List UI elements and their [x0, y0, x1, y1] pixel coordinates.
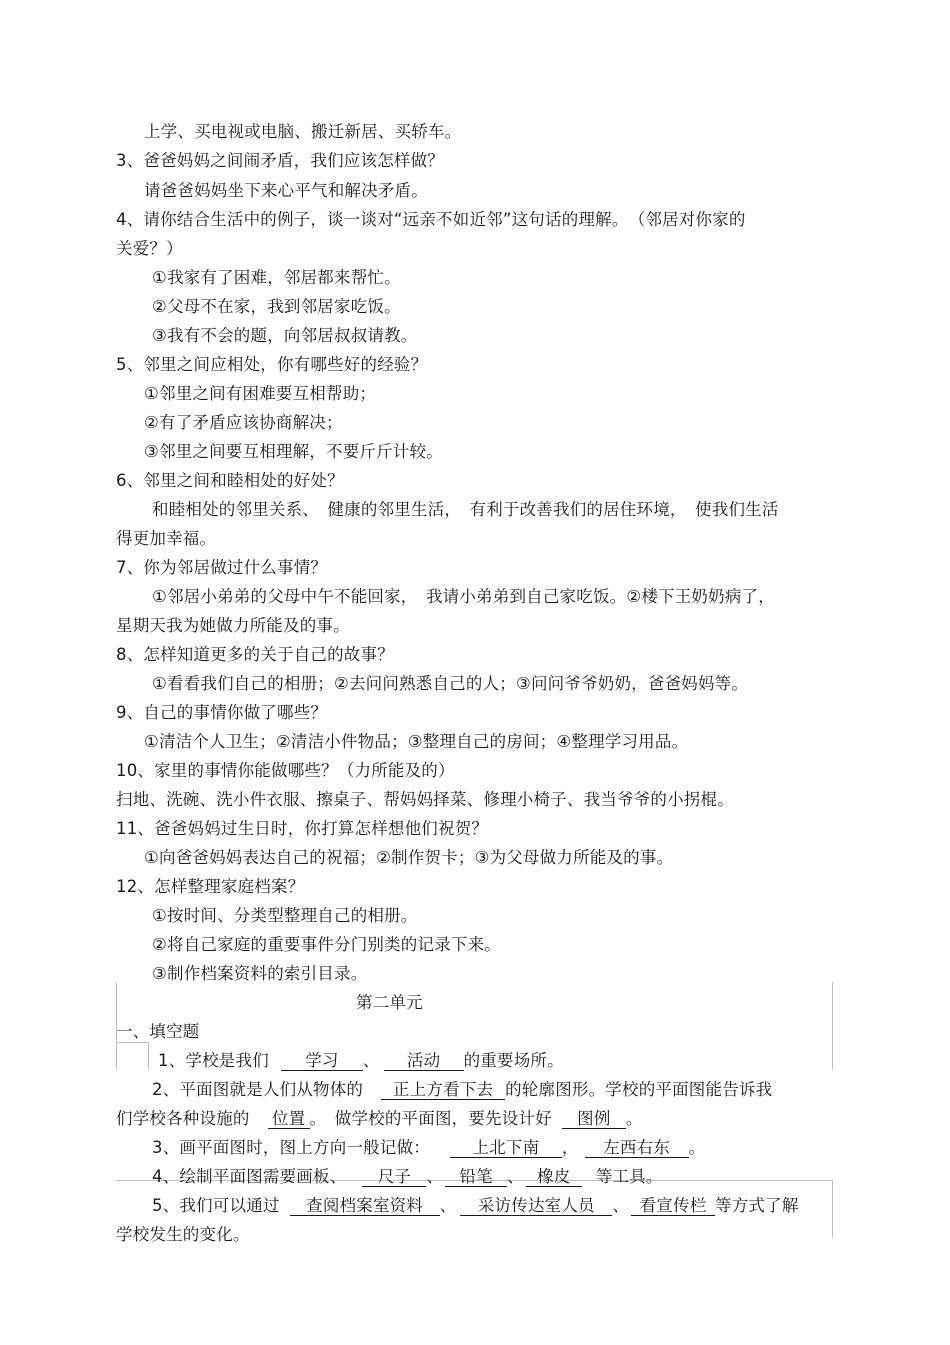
fill-question-2: 2、平面图就是人们从物体的 正上方看下去 的轮廓图形。学校的平面图能告诉我 [152, 1080, 773, 1099]
answer-blank: 铅笔 [445, 1167, 507, 1187]
answer-line: ③我有不会的题，向邻居叔叔请教。 [152, 326, 418, 345]
answer-line: ①我家有了困难，邻居都来帮忙。 [152, 268, 401, 287]
answer-blank: 学习 [281, 1051, 363, 1071]
text-line: 上学、买电视或电脑、搬迁新居、买轿车。 [144, 122, 462, 141]
frame-line [148, 1042, 149, 1070]
answer-blank: 橡皮 [526, 1167, 582, 1187]
fill-question-1: 1、学校是我们 学习 、 活动 的重要场所。 [158, 1051, 564, 1070]
answer-line: 扫地、洗碗、洗小件衣服、擦桌子、帮妈妈择菜、修理小椅子、我当爷爷的小拐棍。 [116, 790, 734, 809]
question-7: 7、你为邻居做过什么事情？ [116, 558, 328, 577]
question-4: 4、请你结合生活中的例子，谈一谈对“远亲不如近邻”这句话的理解。 （邻居对你家的 [116, 210, 746, 229]
answer-line: ②父母不在家，我到邻居家吃饭。 [152, 297, 401, 316]
fill-question-2-cont: 们学校各种设施的 位置 。 做学校的平面图，要先设计好 图例 。 [116, 1109, 643, 1128]
answer-line: ③邻里之间要互相理解，不要斤斤计较。 [144, 442, 443, 461]
frame-line [832, 982, 833, 1070]
answer-blank: 查阅档案室资料 [290, 1196, 440, 1216]
answer-blank: 尺子 [362, 1167, 426, 1187]
answer-line: ③制作档案资料的索引目录。 [152, 964, 368, 983]
fill-question-3: 3、画平面图时，图上方向一般记做： 上北下南 ， 左西右东 。 [152, 1138, 706, 1157]
text-line: 关爱？） [116, 239, 183, 258]
answer-blank: 上北下南 [450, 1138, 562, 1158]
question-11: 11、爸爸妈妈过生日时，你打算怎样想他们祝贺？ [116, 819, 489, 838]
question-9: 9、自己的事情你做了哪些？ [116, 703, 328, 722]
answer-line: ①清洁个人卫生；②清洁小件物品；③整理自己的房间；④整理学习用品。 [144, 732, 689, 751]
unit-title: 第二单元 [356, 993, 423, 1012]
text-line: 星期天我为她做力所能及的事。 [116, 616, 350, 635]
fill-question-5-cont: 学校发生的变化。 [116, 1225, 250, 1244]
answer-blank: 正上方看下去 [381, 1080, 505, 1100]
answer-blank: 图例 [562, 1109, 626, 1129]
question-6: 6、邻里之间和睦相处的好处？ [116, 471, 344, 490]
frame-line [832, 1180, 833, 1238]
answer-blank: 位置 [268, 1109, 310, 1129]
answer-blank: 看宣传栏 [631, 1196, 715, 1216]
answer-line: ①邻居小弟弟的父母中午不能回家， 我请小弟弟到自己家吃饭。②楼下王奶奶病了， [152, 587, 775, 606]
answer-line: 请爸爸妈妈坐下来心平气和解决矛盾。 [144, 181, 428, 200]
answer-blank: 采访传达室人员 [460, 1196, 612, 1216]
answer-line: ①看看我们自己的相册；②去问问熟悉自己的人；③问问爷爷奶奶，爸爸妈妈等。 [152, 674, 749, 693]
fill-question-4: 4、绘制平面图需要画板、 尺子 、 铅笔 、 橡皮 等工具。 [152, 1167, 663, 1186]
answer-line: ①向爸爸妈妈表达自己的祝福；②制作贺卡；③为父母做力所能及的事。 [144, 848, 674, 867]
fill-question-5: 5、我们可以通过 查阅档案室资料 、 采访传达室人员 、 看宣传栏 等方式了解 [152, 1196, 799, 1215]
answer-line: ②将自己家庭的重要事件分门别类的记录下来。 [152, 935, 501, 954]
answer-blank: 活动 [384, 1051, 464, 1071]
answer-line: ①邻里之间有困难要互相帮助； [144, 384, 377, 403]
question-5: 5、邻里之间应相处，你有哪些好的经验？ [116, 355, 428, 374]
question-10: 10、家里的事情你能做哪些？（力所能及的） [116, 761, 455, 780]
answer-line: ①按时间、分类型整理自己的相册。 [152, 906, 418, 925]
question-3: 3、爸爸妈妈之间闹矛盾，我们应该怎样做？ [116, 151, 444, 170]
answer-line: 和睦相处的邻里关系、 健康的邻里生活， 有利于改善我们的居住环境， 使我们生活 [152, 500, 779, 519]
text-line: 得更加幸福。 [116, 529, 217, 548]
question-12: 12、怎样整理家庭档案？ [116, 877, 305, 896]
answer-blank: 左西右东 [585, 1138, 689, 1158]
section-heading: 一、填空题 [116, 1022, 200, 1041]
question-8: 8、怎样知道更多的关于自己的故事？ [116, 645, 394, 664]
answer-line: ②有了矛盾应该协商解决； [144, 413, 343, 432]
